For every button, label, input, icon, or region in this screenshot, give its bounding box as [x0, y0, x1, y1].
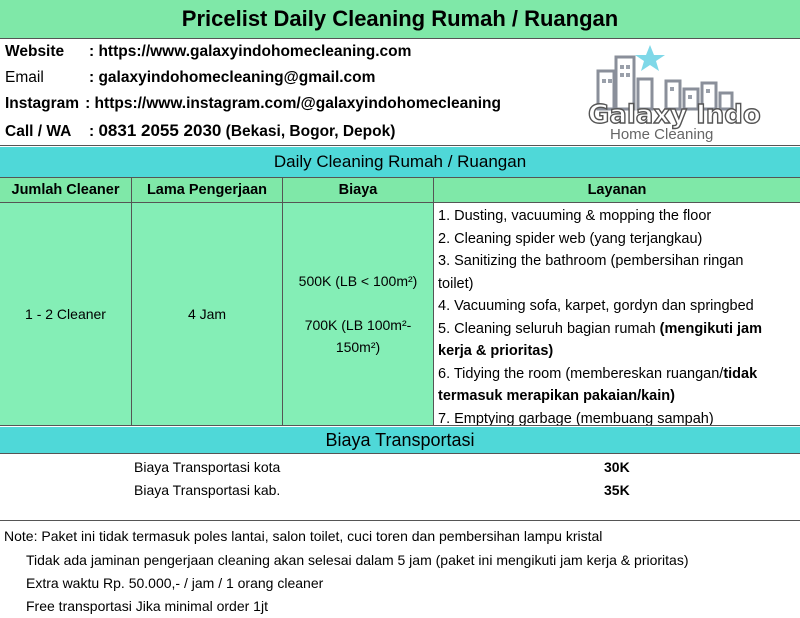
service-item: 6. Tidying the room (membereskan ruangan/tidak	[438, 365, 758, 382]
package-price	[283, 203, 434, 426]
logo-tagline: Home Cleaning	[610, 126, 714, 143]
services-list	[434, 203, 800, 426]
service-item: toilet)	[438, 275, 474, 292]
transport-title: Biaya Transportasi	[0, 427, 800, 454]
transport-city-value: 30K	[604, 459, 630, 475]
phone-label: Call / WA	[5, 123, 72, 140]
phone-row	[5, 121, 395, 141]
service-item: 4. Vacuuming sofa, karpet, gordyn dan springbed	[438, 298, 754, 314]
service-item: 7. Emptying garbage (membuang sampah)	[438, 410, 714, 426]
col-header-duration: Lama Pengerjaan	[132, 178, 283, 203]
email-label: Email	[5, 69, 44, 86]
galaxy-indo-logo	[580, 43, 780, 143]
website-row	[5, 43, 411, 61]
note-3: Extra waktu Rp. 50.000,- / jam / 1 orang cleaner	[26, 575, 324, 591]
website-label: Website	[5, 43, 65, 60]
contact-info	[0, 39, 800, 146]
service-item: 1. Dusting, vacuuming & mopping the floor	[438, 208, 712, 224]
email-link[interactable]: : galaxyindohomecleaning@gmail.com	[89, 69, 376, 86]
service-item: termasuk merapikan pakaian/kain)	[438, 388, 675, 404]
email-row	[5, 69, 375, 87]
package-cleaner: 1 - 2 Cleaner	[0, 203, 132, 426]
col-header-price: Biaya	[283, 178, 434, 203]
phone-sep: :	[89, 123, 99, 140]
transport-regency-value: 35K	[604, 482, 630, 498]
service-item: 3. Sanitizing the bathroom (pembersihan ringan	[438, 253, 744, 269]
phone-areas: (Bekasi, Bogor, Depok)	[221, 123, 396, 140]
price-medium-house-a: 700K (LB 100m²-	[304, 317, 412, 333]
note-2: Tidak ada jaminan pengerjaan cleaning akan selesai dalam 5 jam (paket ini mengikuti jam kerja & prioritas)	[26, 552, 689, 568]
city-skyline-star-logo-icon	[580, 43, 780, 143]
transport-table	[0, 454, 800, 521]
package-duration: 4 Jam	[132, 203, 283, 426]
service-item: 2. Cleaning spider web (yang terjangkau)	[438, 230, 703, 247]
page-title: Pricelist Daily Cleaning Rumah / Ruangan	[0, 0, 800, 39]
note-4: Free transportasi Jika minimal order 1jt	[26, 598, 268, 614]
transport-regency-label: Biaya Transportasi kab.	[134, 482, 281, 498]
service-item: kerja & prioritas)	[438, 343, 554, 359]
website-link[interactable]: : https://www.galaxyindohomecleaning.com	[89, 43, 412, 60]
price-medium-house-b: 150m²)	[335, 339, 381, 355]
notes	[0, 522, 800, 618]
logo-name: Galaxy Indo	[588, 100, 761, 130]
col-header-services: Layanan	[434, 178, 800, 203]
price-small-house: 500K (LB < 100m²)	[298, 273, 418, 289]
transport-city-label: Biaya Transportasi kota	[134, 459, 281, 475]
section-title: Daily Cleaning Rumah / Ruangan	[0, 147, 800, 178]
col-header-cleaner: Jumlah Cleaner	[0, 178, 132, 203]
service-item: 5. Cleaning seluruh bagian rumah (mengikuti jam	[438, 320, 762, 337]
instagram-row	[5, 95, 501, 113]
phone-number[interactable]: 0831 2055 2030	[98, 121, 222, 140]
instagram-link[interactable]: : https://www.instagram.com/@galaxyindohomecleaning	[85, 95, 501, 112]
instagram-label: Instagram	[5, 95, 80, 112]
note-1: Note: Paket ini tidak termasuk poles lantai, salon toilet, cuci toren dan pembersihan lampu kristal	[4, 528, 603, 544]
